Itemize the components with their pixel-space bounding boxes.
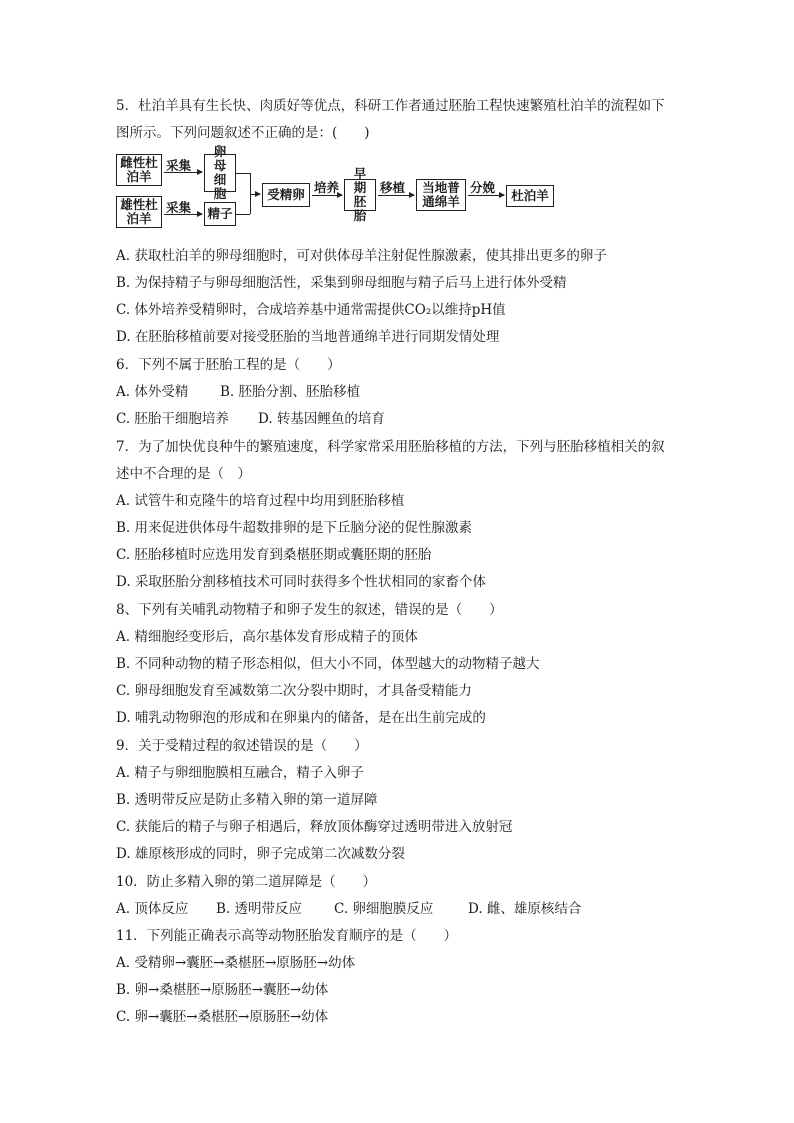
q5-option-d: D. 在胚胎移植前要对接受胚胎的当地普通绵羊进行同期发情处理 bbox=[116, 329, 500, 345]
flow-join-top bbox=[236, 173, 250, 174]
q10-option-a: A. 顶体反应 bbox=[116, 901, 189, 917]
q7-option-d: D. 采取胚胎分割移植技术可同时获得多个性状相同的家畜个体 bbox=[116, 574, 486, 590]
q5-stem-line2: 图所示。下列问题叙述不正确的是：( ) bbox=[116, 125, 370, 141]
q8-option-a: A. 精细胞经变形后，高尔基体发育形成精子的顶体 bbox=[116, 629, 418, 645]
flow-sperm-box: 精子 bbox=[204, 202, 236, 226]
q7-stem-line2: 述中不合理的是（ ） bbox=[116, 466, 251, 482]
q8-option-b: B. 不同种动物的精子形态相似，但大小不同，体型越大的动物精子越大 bbox=[116, 656, 540, 672]
q5-stem-line1: 5．杜泊羊具有生长快、肉质好等优点，科研工作者通过胚胎工程快速繁殖杜泊羊的流程如下 bbox=[116, 98, 665, 114]
q11-stem: 11．下列能正确表示高等动物胚胎发育顺序的是（ ） bbox=[116, 928, 458, 944]
q10-option-c: C. 卵细胞膜反应 bbox=[334, 901, 434, 917]
q11-option-b: B. 卵→桑椹胚→原肠胚→囊胚→幼体 bbox=[116, 982, 329, 998]
q6-option-b: B. 胚胎分割、胚胎移植 bbox=[220, 384, 361, 400]
q5-flowchart bbox=[116, 144, 556, 228]
flow-zygote-box: 受精卵 bbox=[262, 183, 310, 207]
q11-option-a: A. 受精卵→囊胚→桑椹胚→原肠胚→幼体 bbox=[116, 955, 356, 971]
q5-option-a: A. 获取杜泊羊的卵母细胞时，可对供体母羊注射促性腺激素，使其排出更多的卵子 bbox=[116, 248, 607, 264]
flow-transplant-label: 移植 bbox=[380, 180, 406, 195]
q7-option-c: C. 胚胎移植时应选用发育到桑椹胚期或囊胚期的胚胎 bbox=[116, 547, 432, 563]
q10-options-row bbox=[116, 900, 581, 918]
q9-option-b: B. 透明带反应是防止多精入卵的第一道屏障 bbox=[116, 792, 378, 808]
flow-arrow-birth bbox=[468, 195, 504, 196]
flow-arrow-collect-2 bbox=[164, 214, 202, 215]
q9-stem: 9．关于受精过程的叙述错误的是（ ） bbox=[116, 738, 368, 754]
q6-option-c: C. 胚胎干细胞培养 bbox=[116, 411, 229, 427]
flow-arrow-transplant bbox=[378, 195, 414, 196]
flow-arrow-culture bbox=[312, 195, 342, 196]
flow-egg-box: 卵母细胞 bbox=[204, 154, 236, 192]
q11-option-c: C. 卵→囊胚→桑椹胚→原肠胚→幼体 bbox=[116, 1009, 329, 1025]
flow-collect-label-1: 采集 bbox=[166, 158, 192, 173]
flow-join-bottom bbox=[236, 214, 250, 215]
q6-options-row2 bbox=[116, 410, 385, 428]
flow-female-box: 雌性杜泊羊 bbox=[116, 154, 162, 186]
flow-arrow-collect-1 bbox=[164, 172, 202, 173]
q9-option-c: C. 获能后的精子与卵子相遇后，释放顶体酶穿过透明带进入放射冠 bbox=[116, 819, 513, 835]
q9-option-a: A. 精子与卵细胞膜相互融合，精子入卵子 bbox=[116, 765, 364, 781]
q8-stem: 8、下列有关哺乳动物精子和卵子发生的叙述，错误的是（ ） bbox=[116, 602, 503, 618]
q6-option-d: D. 转基因鲤鱼的培育 bbox=[258, 411, 385, 427]
q10-option-b: B. 透明带反应 bbox=[216, 901, 303, 917]
q10-stem: 10．防止多精入卵的第二道屏障是（ ） bbox=[116, 874, 377, 890]
flow-collect-label-2: 采集 bbox=[166, 200, 192, 215]
q7-option-a: A. 试管牛和克隆牛的培育过程中均用到胚胎移植 bbox=[116, 493, 405, 509]
flow-local-sheep-box: 当地普通绵羊 bbox=[416, 179, 466, 211]
q6-stem: 6．下列不属于胚胎工程的是（ ） bbox=[116, 357, 341, 373]
q8-option-d: D. 哺乳动物卵泡的形成和在卵巢内的储备，是在出生前完成的 bbox=[116, 710, 486, 726]
q6-option-a: A. 体外受精 bbox=[116, 384, 189, 400]
q5-option-b: B. 为保持精子与卵母细胞活性，采集到卵母细胞与精子后马上进行体外受精 bbox=[116, 275, 567, 291]
flow-culture-label: 培养 bbox=[314, 180, 340, 195]
q9-option-d: D. 雄原核形成的同时，卵子完成第二次减数分裂 bbox=[116, 846, 405, 862]
q5-option-c: C. 体外培养受精卵时，合成培养基中通常需提供CO₂以维持pH值 bbox=[116, 302, 506, 318]
flow-result-box: 杜泊羊 bbox=[506, 185, 554, 207]
flow-early-embryo-box: 早期胚胎 bbox=[344, 179, 376, 211]
flow-arrow-to-zygote bbox=[250, 194, 260, 195]
q7-stem-line1: 7．为了加快优良种牛的繁殖速度，科学家常采用胚胎移植的方法，下列与胚胎移植相关的叙 bbox=[116, 439, 665, 455]
flow-male-box: 雄性杜泊羊 bbox=[116, 196, 162, 228]
q7-option-b: B. 用来促进供体母牛超数排卵的是下丘脑分泌的促性腺激素 bbox=[116, 520, 473, 536]
flow-birth-label: 分娩 bbox=[470, 180, 496, 195]
q8-option-c: C. 卵母细胞发育至减数第二次分裂中期时，才具备受精能力 bbox=[116, 683, 472, 699]
q10-option-d: D. 雌、雄原核结合 bbox=[468, 901, 582, 917]
q6-options-row1 bbox=[116, 383, 360, 401]
